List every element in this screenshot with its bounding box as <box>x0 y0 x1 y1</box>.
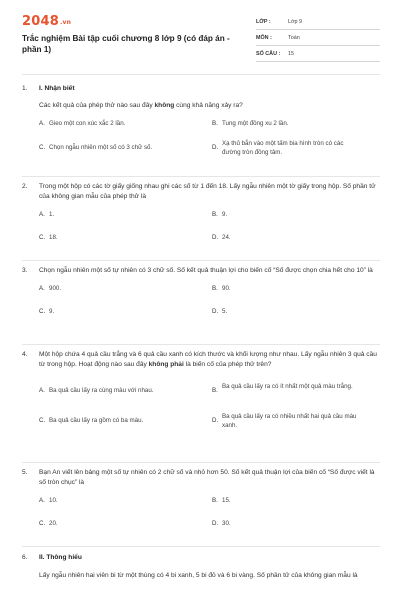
worksheet-header <box>0 0 400 72</box>
option-b[interactable]: B. Ba quả cầu lấy ra có ít nhất một quả màu trắng. <box>212 383 353 394</box>
options <box>22 284 380 324</box>
question-text: Lấy ngẫu nhiên hai viên bi từ một thùng có 4 bi xanh, 5 bi đỏ và 6 bi vàng. Số phần tử của không gian mẫu là <box>39 572 358 579</box>
question-text: Bạn An viết lên bảng một số tự nhiên có 2 chữ số và nhỏ hơn 50. Số kết quả thuận lợi của biến cố “Số được viết là số tròn chục” là <box>39 469 375 486</box>
option-d[interactable]: D. 24. <box>212 234 231 241</box>
question-3 <box>22 266 380 324</box>
question-number: 4. <box>22 351 28 358</box>
option-b[interactable]: B. Tung một đồng xu 2 lần. <box>212 120 289 127</box>
logo-brand: 2048 <box>22 14 59 29</box>
class-label: LỚP : <box>256 19 271 25</box>
question-text: Các kết quả của phép thử nào sau đây không cùng khả năng xảy ra? <box>39 102 243 109</box>
option-c[interactable]: C. Chọn ngẫu nhiên một số có 3 chữ số. <box>39 144 153 151</box>
question-text: Chọn ngẫu nhiên một số tự nhiên có 3 chữ số. Số kết quả thuận lợi cho biến cố “Số được chọn chia hết cho 10” là <box>39 267 373 274</box>
question-divider <box>22 176 380 177</box>
option-a[interactable]: A. 900. <box>39 285 62 292</box>
question-text: Trong một hộp có các tờ giấy giống nhau ghi các số từ 1 đến 18. Lấy ngẫu nhiên một tờ giấy trong hộp. Số phần tử của không gian mẫu của phép thử là <box>39 183 376 200</box>
question-divider <box>22 260 380 261</box>
header-divider <box>22 74 380 75</box>
subject-value: Toán <box>288 35 300 41</box>
options <box>22 210 380 250</box>
count-value: 15 <box>288 51 294 57</box>
option-a[interactable]: A. Ba quả cầu lấy ra cùng màu với nhau. <box>39 387 154 394</box>
logo-suffix: .vn <box>59 19 72 26</box>
options <box>22 382 380 438</box>
option-a[interactable]: A. 10. <box>39 497 58 504</box>
option-c[interactable]: C. 18. <box>39 234 58 241</box>
question-divider <box>22 546 380 547</box>
meta-row-count <box>256 46 380 62</box>
option-b[interactable]: B. 9. <box>212 211 228 218</box>
section-title: I. Nhận biết <box>39 85 75 92</box>
site-logo[interactable] <box>22 14 71 29</box>
section-title: II. Thông hiểu <box>39 554 82 561</box>
option-b[interactable]: B. 15. <box>212 497 231 504</box>
question-number: 5. <box>22 469 28 476</box>
count-label: SỐ CÂU : <box>256 51 281 57</box>
option-a[interactable]: A. Gieo một con xúc xắc 2 lần. <box>39 120 126 127</box>
question-number: 2. <box>22 183 28 190</box>
meta-row-subject <box>256 30 380 46</box>
options <box>22 119 380 167</box>
option-c[interactable]: C. 9. <box>39 308 55 315</box>
question-number: 6. <box>22 554 28 561</box>
question-number: 3. <box>22 267 28 274</box>
option-b[interactable]: B. 90. <box>212 285 231 292</box>
question-1 <box>22 84 380 167</box>
options <box>22 496 380 536</box>
option-a[interactable]: A. 1. <box>39 211 55 218</box>
page-title: Trắc nghiệm Bài tập cuối chương 8 lớp 9 (có đáp án - phần 1) <box>22 34 230 54</box>
question-6 <box>22 553 380 581</box>
meta-row-class <box>256 14 380 30</box>
question-5 <box>22 468 380 536</box>
question-text: Một hộp chứa 4 quả cầu trắng và 6 quả cầu xanh có kích thước và khối lượng như nhau. Lấy ngẫu nhiên 3 quả cầu từ trong hộp. Hoạt động nào sau đây không phải là biến cố của phép thử trên? <box>39 351 377 368</box>
option-c[interactable]: C. 20. <box>39 520 58 527</box>
question-divider <box>22 344 380 345</box>
question-4 <box>22 350 380 438</box>
question-2 <box>22 182 380 250</box>
option-d[interactable]: D. Ba quả cầu lấy ra có nhiều nhất hai quả cầu màu xanh. <box>212 413 357 429</box>
question-number: 1. <box>22 85 28 92</box>
option-d[interactable]: D. Xạ thủ bắn vào một tấm bia hình tròn có các đường tròn đồng tâm. <box>212 140 344 156</box>
class-value: Lớp 9 <box>288 19 303 25</box>
option-d[interactable]: D. 5. <box>212 308 228 315</box>
subject-label: MÔN : <box>256 35 272 41</box>
meta-panel <box>256 14 380 62</box>
option-c[interactable]: C. Ba quả cầu lấy ra gồm có ba màu. <box>39 417 144 424</box>
option-d[interactable]: D. 30. <box>212 520 231 527</box>
question-divider <box>22 462 380 463</box>
